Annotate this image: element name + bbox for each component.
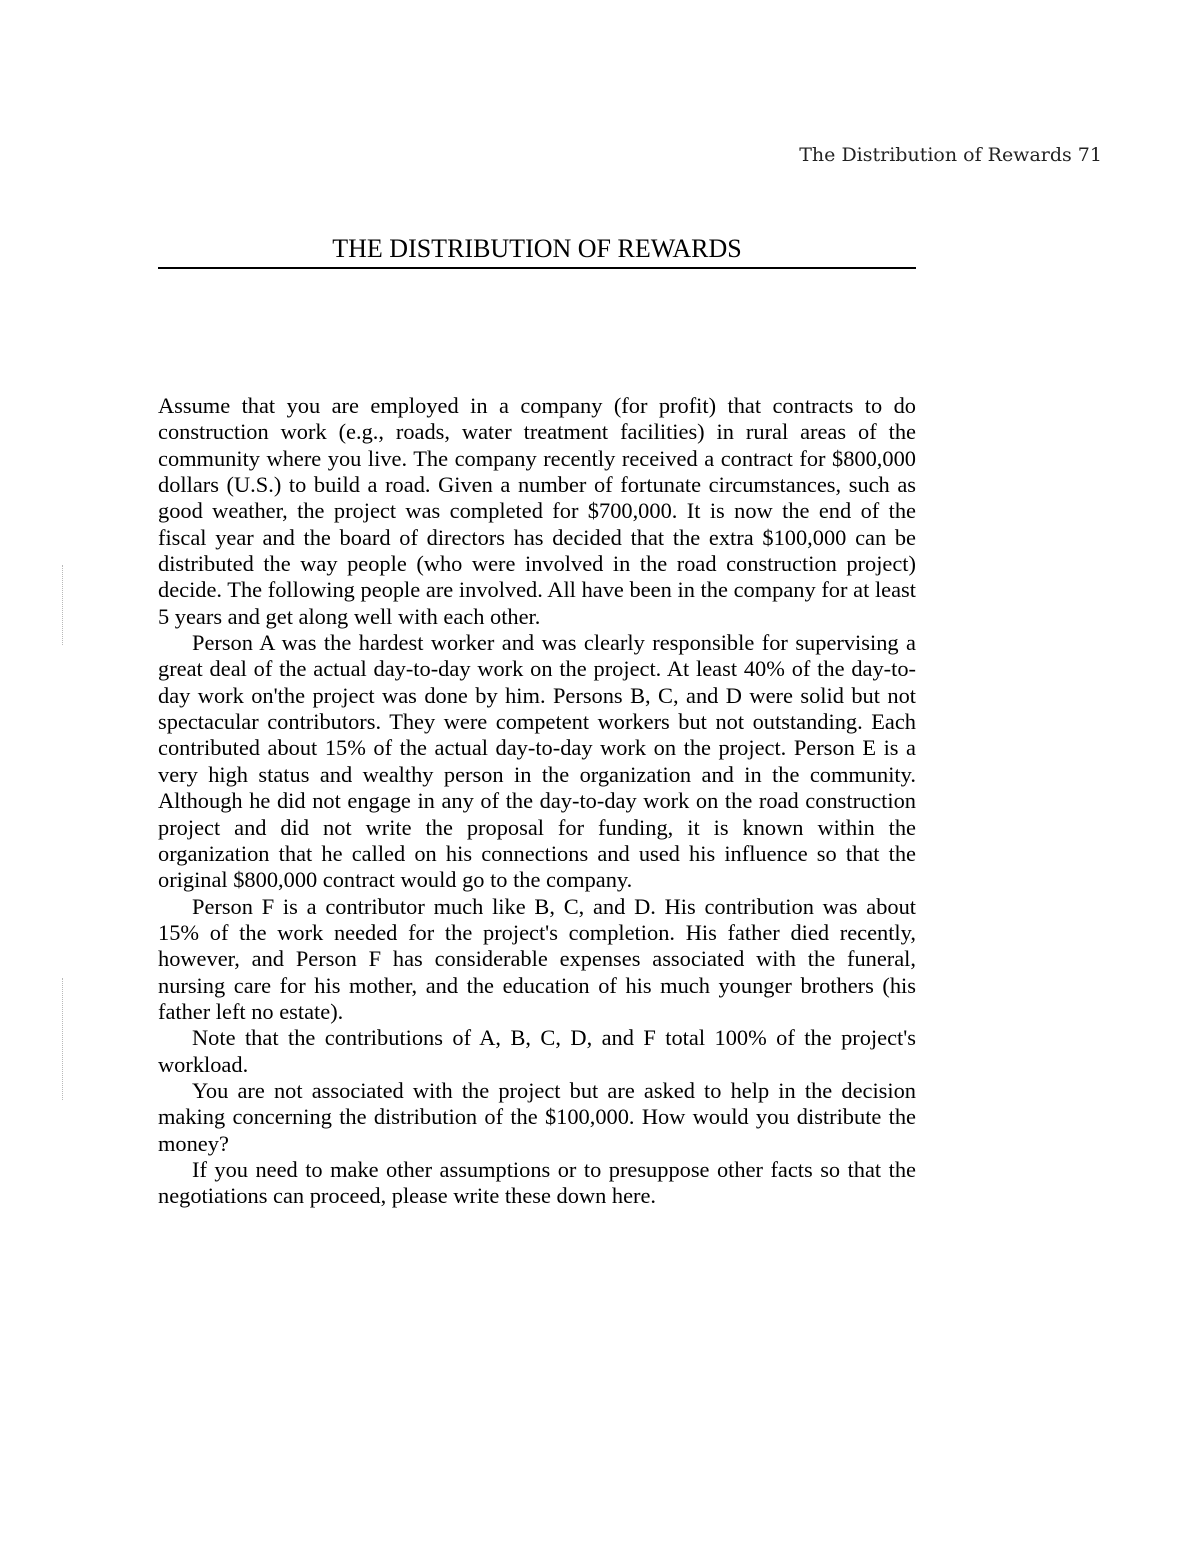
paragraph-contributions-note: Note that the contributions of A, B, C, D, and F total 100% of the project's workload. [158,1025,916,1077]
page-title: THE DISTRIBUTION OF REWARDS [332,234,742,263]
paragraph-distribution-question: You are not associated with the project but are asked to help in the decision making concerning the distribution of the $100,000. How would you distribute the money? [158,1077,916,1156]
paragraph-assumptions-prompt: If you need to make other assumptions or to presuppose other facts so that the negotiations can proceed, please write these down here. [158,1156,916,1209]
title-underline [158,267,916,269]
paragraph-intro: Assume that you are employed in a company (for profit) that contracts to do construction work (e.g., roads, water treatment facilities) in rural areas of the community where you live. The company recently received a contract for $800,000 dollars (U.S.) to build a road. Given a number of fortunate circumstances, such as good weather, the project was completed for $700,000. It is now the end of the fiscal year and the board of directors has decided that the extra $100,000 can be distributed the way people (who were involved in the road construction project) decide. The following people are involved. All have been in the company for at least 5 years and get along well with each other. [158,393,916,629]
title-block [158,234,916,269]
running-head: The Distribution of Rewards 71 [799,144,1102,166]
scan-margin-mark [62,565,65,645]
paragraph-person-a-to-e: Person A was the hardest worker and was clearly responsible for supervising a great deal of the actual day-to-day work on the project. At least 40% of the day-to-day work on'the project was done by him. Persons B, C, and D were solid but not spectacular contributors. They were competent workers but not outstanding. Each contributed about 15% of the actual day-to-day work on the project. Person E is a very high status and wealthy person in the organization and in the community. Although he did not engage in any of the day-to-day work on the road construction project and did not write the proposal for funding, it is known within the organization that he called on his connections and used his influence so that the original $800,000 contract would go to the company. [158,630,916,893]
scan-margin-mark [62,978,65,1100]
body-text [158,393,916,1210]
paragraph-person-f: Person F is a contributor much like B, C, and D. His contribution was about 15% of the work needed for the project's completion. His father died recently, however, and Person F has considerable expenses associated with the funeral, nursing care for his mother, and the education of his much younger brothers (his father left no estate). [158,893,916,1024]
